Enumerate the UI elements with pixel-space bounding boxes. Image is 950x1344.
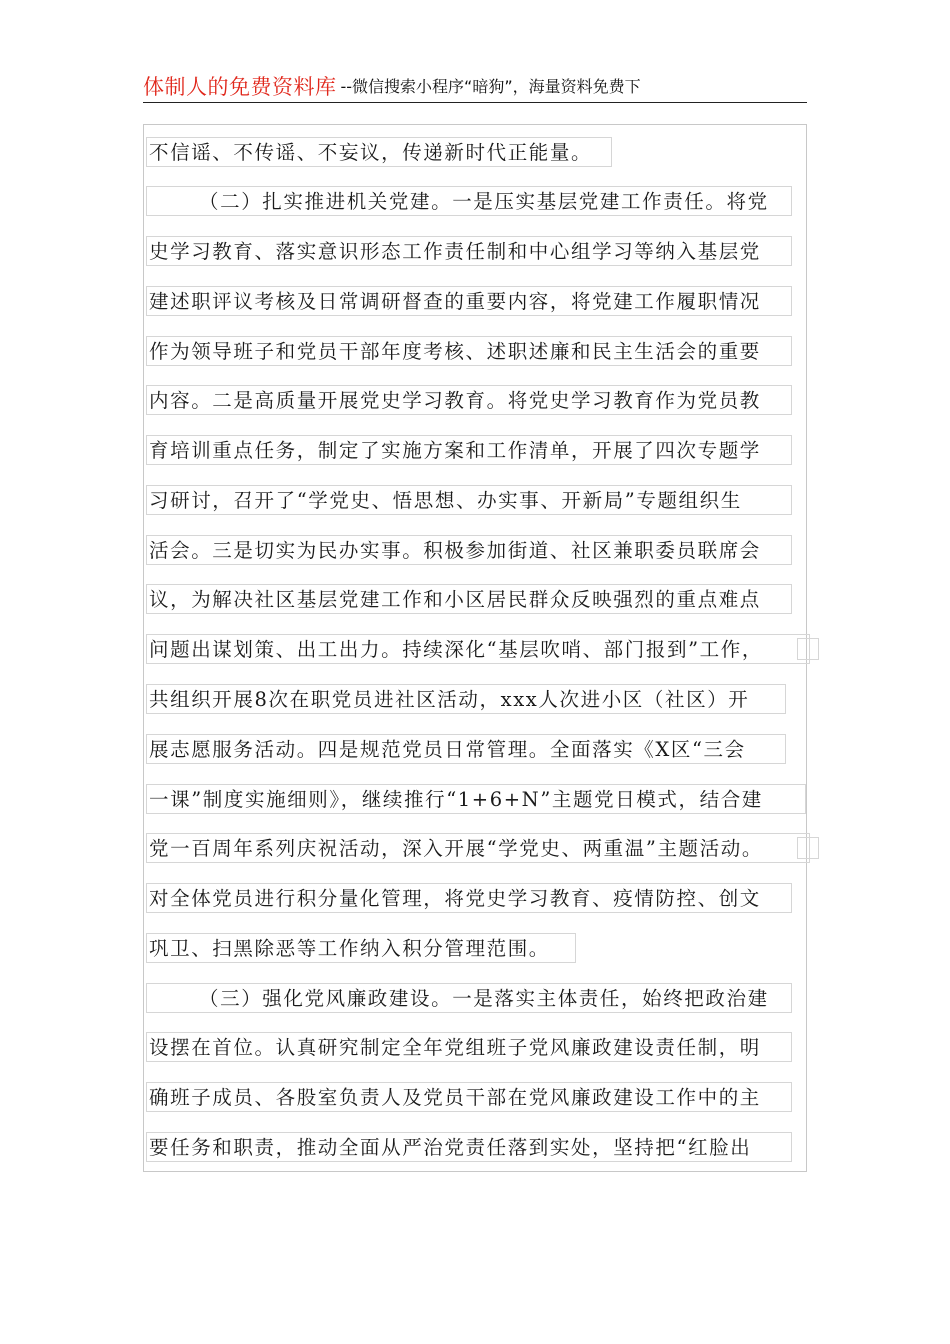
- text-line: 展志愿服务活动。四是规范党员日常管理。全面落实《X区“三会: [146, 734, 786, 764]
- text-line: 要任务和职责，推动全面从严治党责任落到实处，坚持把“红脸出: [146, 1132, 792, 1162]
- overflow-marker: [797, 837, 819, 859]
- text-line: 习研讨，召开了“学党史、悟思想、办实事、开新局”专题组织生: [146, 485, 792, 515]
- text-line: 议，为解决社区基层党建工作和小区居民群众反映强烈的重点难点: [146, 584, 792, 614]
- text-line: 活会。三是切实为民办实事。积极参加街道、社区兼职委员联席会: [146, 535, 792, 565]
- text-line: 内容。二是高质量开展党史学习教育。将党史学习教育作为党员教: [146, 385, 792, 415]
- header-title: 体制人的免费资料库: [143, 75, 337, 99]
- paragraph-3-heading-line: （三）强化党风廉政建设。一是落实主体责任，始终把政治建: [146, 983, 792, 1013]
- text-line: 史学习教育、落实意识形态工作责任制和中心组学习等纳入基层党: [146, 236, 792, 266]
- text-line: 育培训重点任务，制定了实施方案和工作清单，开展了四次专题学: [146, 435, 792, 465]
- text-line: 设摆在首位。认真研究制定全年党组班子党风廉政建设责任制，明: [146, 1032, 792, 1062]
- text-line: 巩卫、扫黑除恶等工作纳入积分管理范围。: [146, 933, 576, 963]
- text-line: 共组织开展8次在职党员进社区活动，xxx人次进小区（社区）开: [146, 684, 786, 714]
- text-line: 作为领导班子和党员干部年度考核、述职述廉和民主生活会的重要: [146, 336, 792, 366]
- header-subtitle: --微信搜索小程序“暗狗”，海量资料免费下: [340, 77, 641, 96]
- text-line: 对全体党员进行积分量化管理，将党史学习教育、疫情防控、创文: [146, 883, 792, 913]
- text-line: 确班子成员、各股室负责人及党员干部在党风廉政建设工作中的主: [146, 1082, 792, 1112]
- text-line: 不信谣、不传谣、不妄议，传递新时代正能量。: [146, 137, 612, 167]
- text-line: 一课”制度实施细则》，继续推行“1+6+N”主题党日模式，结合建: [146, 784, 806, 814]
- text-line: 问题出谋划策、出工出力。持续深化“基层吹哨、部门报到”工作，: [146, 634, 810, 664]
- text-line: 建述职评议考核及日常调研督查的重要内容，将党建工作履职情况: [146, 286, 792, 316]
- watermark-header: [143, 68, 807, 103]
- text-line: 党一百周年系列庆祝活动，深入开展“学党史、两重温”主题活动。: [146, 833, 810, 863]
- overflow-marker: [797, 638, 819, 660]
- paragraph-2-heading-line: （二）扎实推进机关党建。一是压实基层党建工作责任。将党: [146, 186, 792, 216]
